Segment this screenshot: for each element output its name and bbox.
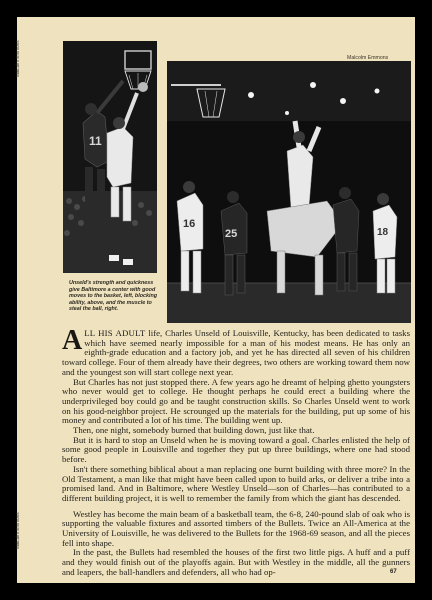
photo-rebound-block: [167, 61, 411, 323]
photo-basket-move-illustration: [63, 41, 157, 273]
photo-credit-bottom-left: Malcolm Emmons: [15, 512, 20, 549]
article-paragraph-7: In the past, the Bullets had resembled the houses of the first two little pigs. A huff and a puff and they would finish out of the playoffs again. But with Westley in the middle, all the gunners and leapers, the ball-handlers and defenders, all who had op-: [62, 547, 410, 577]
article-paragraph-4: But it is hard to stop an Unseld when he is moving toward a goal. Charles enlisted the help of some good people in Louisville and together they put up three buildings, where one had stood before.: [62, 434, 410, 465]
photo-caption: Unseld's strength and quickness give Baltimore a center with good moves to the basket, left, blocking ability, above, and the muscle to steal the ball, right.: [69, 280, 158, 313]
article-paragraph-5: Isn't there something biblical about a man replacing one burnt building with three more? In the Old Testament, a man like that might have been called upon to build arks, or deliver a tribe into a promised land. And in Baltimore, where Westley Unseld—son of Charles—has contributed to a different building project, it is well to remember the family from which the giant has descended.: [62, 463, 410, 503]
jersey-number-3: 18: [377, 227, 389, 238]
jersey-number-1: 16: [183, 218, 196, 230]
article-paragraph-3: Then, one night, somebody burned that building down, just like that.: [73, 425, 315, 436]
photo-basket-move: [63, 41, 157, 273]
article-lead-in: LL HIS ADULT: [84, 328, 146, 338]
article-paragraph-1: [62, 325, 411, 378]
photo-credit-top-left: Malcolm Emmons: [15, 40, 20, 77]
photo-credit-top-right: Malcolm Emmons: [347, 55, 389, 61]
page-number: 67: [390, 569, 397, 575]
article-paragraph-6: Westley has become the main beam of a basketball team, the 6-8, 240-pound slab of oak who is supporting the valuable fixtures and assorted timbers of the Bullets. Twice an All-America at the University of Louisville, he was delivered to the Bullets for the 1968-69 season, and all the pieces fell into shape.: [62, 508, 410, 548]
article-paragraph-2: But Charles has not just stopped there. A few years ago he dreamt of helping ghetto youngsters who never would get to college. He thought perhaps he could erect a building where the underprivileged boy could go and be taught construction skills. So Charles Unseld went to work on his good-neighbor project. He scrounged up the materials for the building, put up some of his money and contributed a lot of his time. The building went up.: [62, 376, 410, 426]
article-body: [62, 325, 411, 578]
jersey-number-left: 11: [89, 134, 102, 148]
photo-rebound-block-illustration: [167, 61, 411, 323]
article-paragraph-1-text: life, Charles Unseld of Louisville, Kentucky, has been dedicated to tasks which have seemed nearly impossible for a man of his modest means. He has only an eighth-grade education and a factory job, and yet he has directed all seven of his children toward college. Four of them already have their degrees, two others are working toward them now and the youngest son will start college next year.: [62, 328, 411, 377]
magazine-page: [17, 17, 415, 583]
drop-cap: A: [62, 325, 83, 356]
jersey-number-2: 25: [225, 228, 238, 240]
